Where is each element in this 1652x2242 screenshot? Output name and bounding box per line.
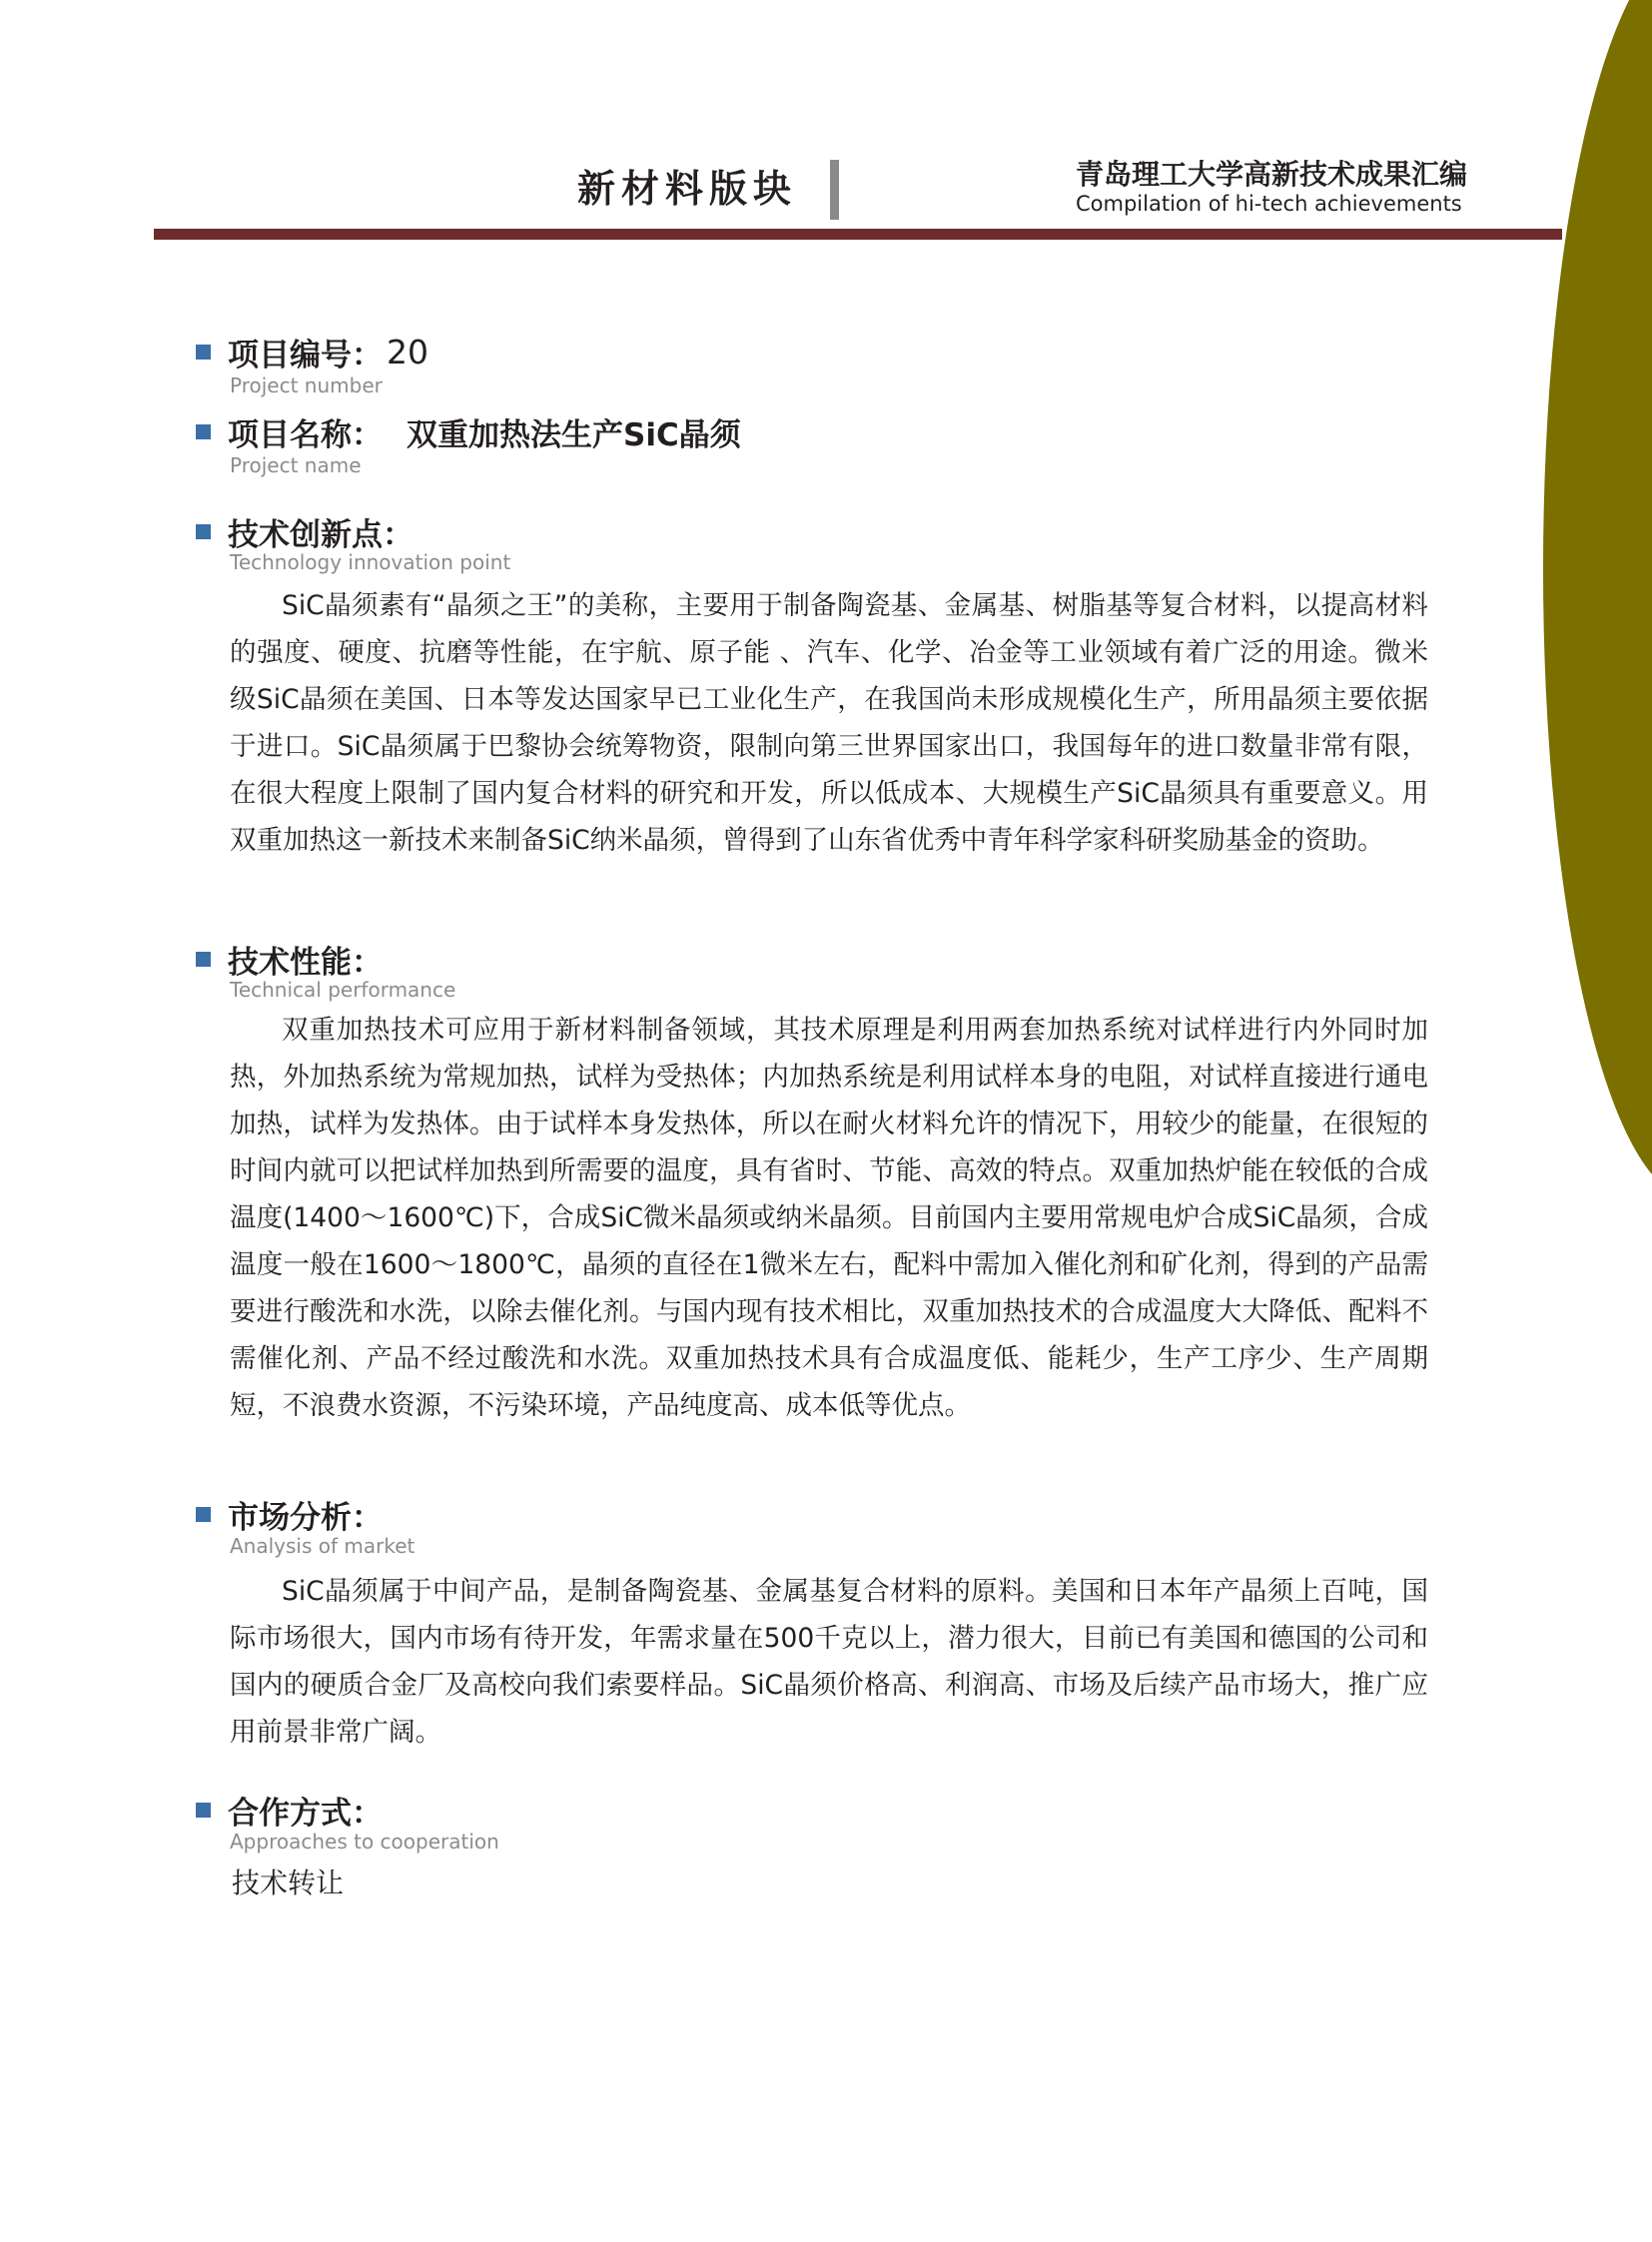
market-paragraph: SiC晶须属于中间产品，是制备陶瓷基、金属基复合材料的原料。美国和日本年产晶须上百吨，国际市场很大，国内市场有待开发，年需求量在500千克以上，潜力很大，目前已有美国和德国的公司和国内的硬质合金厂及高校向我们索要样品。SiC晶须价格高、利润高、市场及后续产品市场大，推广应用前景非常广阔。 [230, 1576, 1428, 1748]
project-number-value: 20 [387, 333, 428, 372]
performance-heading [196, 937, 383, 982]
innovation-label: 技术创新点： [228, 517, 413, 553]
market-label: 市场分析： [228, 1500, 383, 1536]
innovation-heading [196, 509, 413, 554]
cooperation-heading [196, 1788, 383, 1833]
project-name-value: 双重加热法生产SiC晶须 [407, 417, 741, 453]
project-name-heading [196, 409, 741, 454]
header-divider [830, 160, 839, 220]
project-number-en: Project number [230, 374, 383, 397]
cooperation-label: 合作方式： [228, 1796, 383, 1832]
cooperation-en: Approaches to cooperation [230, 1830, 499, 1854]
square-bullet-icon [196, 952, 211, 967]
performance-label: 技术性能： [228, 945, 383, 981]
project-number-heading [196, 330, 428, 374]
performance-paragraph: 双重加热技术可应用于新材料制备领域，其技术原理是利用两套加热系统对试样进行内外同时加热，外加热系统为常规加热，试样为受热体；内加热系统是利用试样本身的电阻，对试样直接进行通电加热，试样为发热体。由于试样本身发热体，所以在耐火材料允许的情况下，用较少的能量，在很短的时间内就可以把试样加热到所需要的温度，具有省时、节能、高效的特点。双重加热炉能在较低的合成温度(1400～1600℃)下，合成SiC微米晶须或纳米晶须。目前国内主要用常规电炉合成SiC晶须，合成温度一般在1600～1800℃，晶须的直径在1微米左右，配料中需加入催化剂和矿化剂，得到的产品需要进行酸洗和水洗，以除去催化剂。与国内现有技术相比，双重加热技术的合成温度大大降低、配料不需催化剂、产品不经过酸洗和水洗。双重加热技术具有合成温度低、能耗少，生产工序少、生产周期短，不浪费水资源，不污染环境，产品纯度高、成本低等优点。 [230, 1015, 1428, 1421]
market-heading [196, 1492, 383, 1537]
market-en: Analysis of market [230, 1534, 415, 1558]
header-rule [154, 229, 1562, 240]
section-title: 新材料版块 [577, 166, 798, 211]
innovation-en: Technology innovation point [230, 550, 511, 574]
square-bullet-icon [196, 1507, 211, 1522]
publication-title-en: Compilation of hi-tech achievements [1076, 192, 1462, 216]
square-bullet-icon [196, 524, 211, 539]
innovation-paragraph: SiC晶须素有“晶须之王”的美称，主要用于制备陶瓷基、金属基、树脂基等复合材料，以提高材料的强度、硬度、抗磨等性能，在宇航、原子能 、汽车、化学、冶金等工业领域有着广泛的用途。微米级SiC晶须在美国、日本等发达国家早已工业化生产，在我国尚未形成规模化生产，所用晶须主要依据于进口。SiC晶须属于巴黎协会统筹物资，限制向第三世界国家出口，我国每年的进口数量非常有限，在很大程度上限制了国内复合材料的研究和开发，所以低成本、大规模生产SiC晶须具有重要意义。用双重加热这一新技术来制备SiC纳米晶须，曾得到了山东省优秀中青年科学家科研奖励基金的资助。 [230, 590, 1428, 856]
project-name-en: Project name [230, 453, 362, 477]
square-bullet-icon [196, 424, 211, 439]
cooperation-text: 技术转让 [232, 1867, 345, 1899]
project-number-label: 项目编号： [228, 338, 383, 374]
project-name-label: 项目名称： [228, 417, 383, 453]
publication-title-cn: 青岛理工大学高新技术成果汇编 [1076, 158, 1468, 191]
performance-en: Technical performance [230, 978, 456, 1002]
decorative-side-ellipse [1543, 0, 1652, 1198]
square-bullet-icon [196, 1803, 211, 1818]
square-bullet-icon [196, 345, 211, 360]
